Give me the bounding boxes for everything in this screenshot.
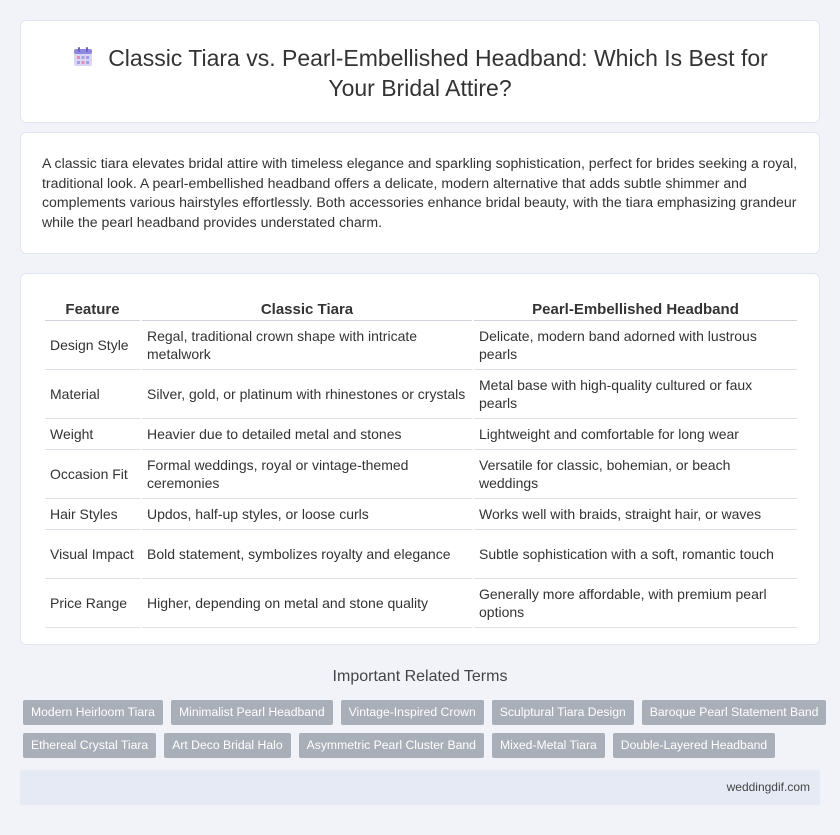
tag-ethereal-crystal-tiara[interactable]: Ethereal Crystal Tiara: [23, 733, 156, 758]
tag-double-layered-headband[interactable]: Double-Layered Headband: [613, 733, 775, 758]
tiara-cell: Formal weddings, royal or vintage-themed ceremonies: [142, 450, 472, 499]
intro-card: [20, 132, 820, 254]
tiara-cell: Updos, half-up styles, or loose curls: [142, 499, 472, 530]
title-card: [20, 20, 820, 123]
related-terms-tags: [23, 700, 823, 766]
feature-cell: Material: [45, 370, 140, 419]
table-row: [45, 419, 797, 450]
table-header-row: [45, 295, 797, 321]
tag-row: [23, 700, 823, 725]
table-row: [45, 370, 797, 419]
header-pearl-headband: Pearl-Embellished Headband: [474, 295, 797, 321]
headband-cell: Metal base with high-quality cultured or faux pearls: [474, 370, 797, 419]
intro-paragraph: A classic tiara elevates bridal attire with timeless elegance and sparkling sophistication, perfect for brides seeking a royal, traditional look. A pearl-embellished headband offers a delicate, modern alternative that adds subtle shimmer and complements various hairstyles effortlessly. Both accessories enhance bridal beauty, with the tiara emphasizing grandeur while the pearl headband provides understated charm.: [42, 155, 798, 230]
page-title: Classic Tiara vs. Pearl-Embellished Headband: Which Is Best for Your Bridal Attire?: [108, 45, 768, 101]
headband-cell: Generally more affordable, with premium pearl options: [474, 579, 797, 628]
tag-baroque-pearl-statement-band[interactable]: Baroque Pearl Statement Band: [642, 700, 827, 725]
table-row: [45, 579, 797, 628]
feature-cell: Weight: [45, 419, 140, 450]
table-row: [45, 530, 797, 579]
tag-mixed-metal-tiara[interactable]: Mixed-Metal Tiara: [492, 733, 605, 758]
headband-cell: Subtle sophistication with a soft, romantic touch: [474, 530, 797, 579]
tag-sculptural-tiara-design[interactable]: Sculptural Tiara Design: [492, 700, 634, 725]
related-terms-title: Important Related Terms: [332, 668, 508, 685]
tag-asymmetric-pearl-cluster-band[interactable]: Asymmetric Pearl Cluster Band: [299, 733, 484, 758]
tag-minimalist-pearl-headband[interactable]: Minimalist Pearl Headband: [171, 700, 333, 725]
footer: [20, 770, 820, 805]
tag-row: [23, 733, 823, 758]
tiara-cell: Silver, gold, or platinum with rhinestones or crystals: [142, 370, 472, 419]
header-feature: Feature: [45, 295, 140, 321]
tiara-cell: Heavier due to detailed metal and stones: [142, 419, 472, 450]
tag-modern-heirloom-tiara[interactable]: Modern Heirloom Tiara: [23, 700, 163, 725]
comparison-table: [43, 295, 799, 628]
tiara-cell: Regal, traditional crown shape with intricate metalwork: [142, 321, 472, 370]
tiara-cell: Higher, depending on metal and stone quality: [142, 579, 472, 628]
calendar-icon: [72, 46, 94, 68]
comparison-card: [20, 273, 820, 645]
table-row: [45, 499, 797, 530]
headband-cell: Delicate, modern band adorned with lustrous pearls: [474, 321, 797, 370]
table-row: [45, 321, 797, 370]
header-classic-tiara: Classic Tiara: [142, 295, 472, 321]
headband-cell: Versatile for classic, bohemian, or beach weddings: [474, 450, 797, 499]
footer-site-link[interactable]: weddingdif.com: [726, 780, 810, 794]
table-row: [45, 450, 797, 499]
tag-vintage-inspired-crown[interactable]: Vintage-Inspired Crown: [341, 700, 484, 725]
headband-cell: Lightweight and comfortable for long wear: [474, 419, 797, 450]
feature-cell: Occasion Fit: [45, 450, 140, 499]
feature-cell: Design Style: [45, 321, 140, 370]
feature-cell: Hair Styles: [45, 499, 140, 530]
page-title-wrap: [21, 43, 819, 103]
feature-cell: Visual Impact: [45, 530, 140, 579]
feature-cell: Price Range: [45, 579, 140, 628]
tiara-cell: Bold statement, symbolizes royalty and elegance: [142, 530, 472, 579]
headband-cell: Works well with braids, straight hair, or waves: [474, 499, 797, 530]
tag-art-deco-bridal-halo[interactable]: Art Deco Bridal Halo: [164, 733, 290, 758]
